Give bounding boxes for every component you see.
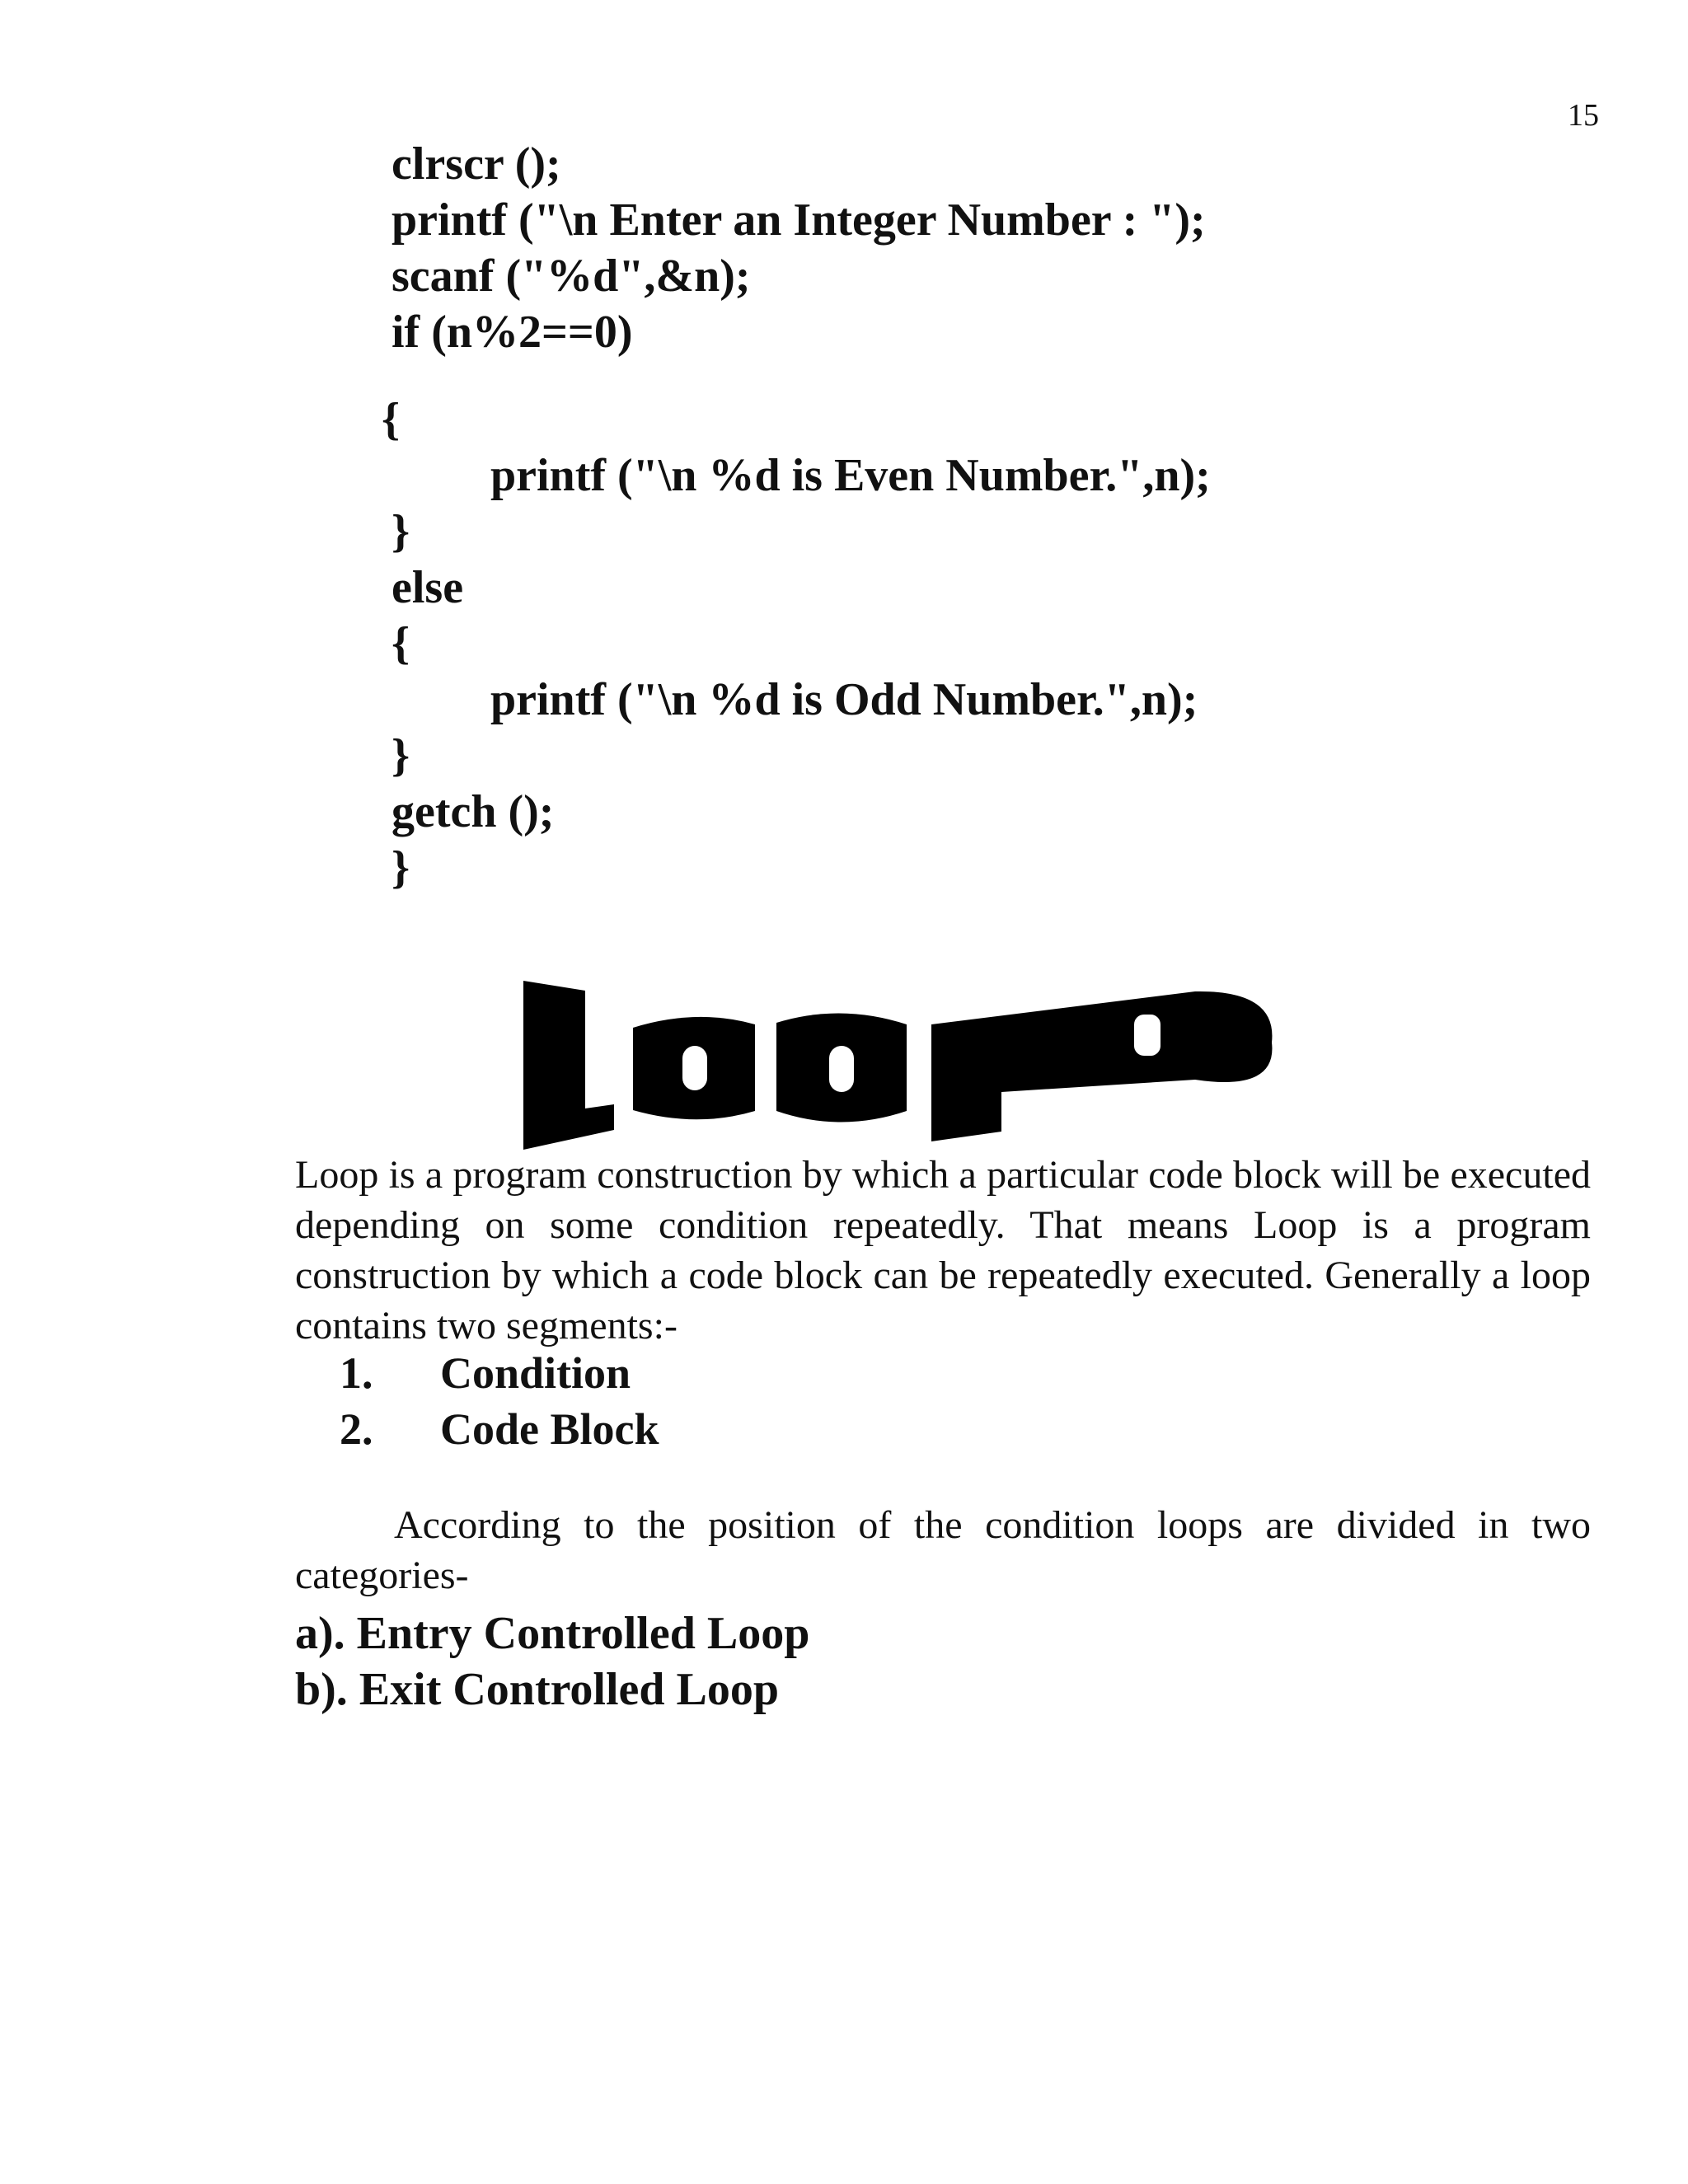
segments-list — [340, 1345, 659, 1457]
code-line: clrscr (); — [392, 138, 561, 190]
loop-heading-letter-p — [931, 991, 1272, 1141]
code-gap — [392, 360, 1211, 391]
code-line: scanf ("%d",&n); — [392, 251, 751, 302]
code-line: { — [382, 394, 401, 445]
list-item-label: Code Block — [440, 1404, 659, 1454]
list-item-number: 2. — [340, 1404, 373, 1454]
list-item — [340, 1401, 659, 1457]
categories-list — [295, 1605, 809, 1718]
code-line: } — [392, 506, 410, 557]
categories-intro-paragraph: According to the position of the condition loops are divided in two categories- — [295, 1503, 1591, 1597]
list-item-label: Condition — [440, 1348, 631, 1398]
code-line: } — [392, 730, 410, 781]
code-line: getch (); — [392, 786, 555, 837]
page-number: 15 — [1568, 98, 1599, 133]
code-line: else — [392, 562, 464, 613]
loop-heading-letter-o2 — [776, 1013, 907, 1122]
category-item: a). Entry Controlled Loop — [295, 1608, 810, 1659]
code-block — [382, 136, 1211, 896]
list-item — [340, 1345, 659, 1401]
code-line: printf ("\n Enter an Integer Number : "); — [392, 194, 1206, 246]
code-line: } — [392, 842, 410, 893]
loop-definition-paragraph: Loop is a program construction by which a particular code block will be executed depending on some condition repeatedly. That means Loop is a program construction by which a code block can be repeatedly executed. Generally a loop contains two segments:- — [295, 1153, 1591, 1347]
code-line: printf ("\n %d is Even Number.",n); — [490, 450, 1211, 501]
loop-heading-letter-o1 — [633, 1017, 755, 1119]
loop-heading-letter-l — [523, 981, 614, 1150]
code-line: { — [392, 618, 410, 669]
loop-heading — [519, 977, 1278, 1150]
code-line: printf ("\n %d is Odd Number.",n); — [490, 674, 1198, 725]
category-item: b). Exit Controlled Loop — [295, 1664, 780, 1715]
code-line: if (n%2==0) — [392, 307, 633, 358]
list-item-number: 1. — [340, 1348, 373, 1398]
